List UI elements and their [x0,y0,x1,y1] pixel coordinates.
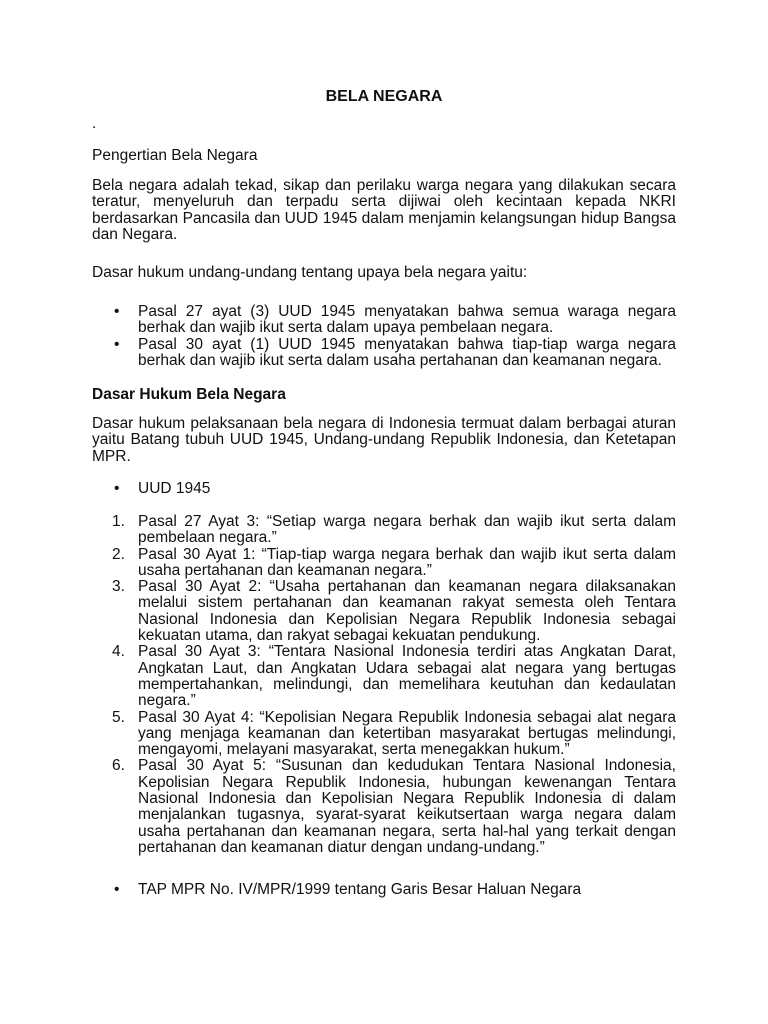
list-item [92,710,676,759]
list-number: 5. [112,708,125,726]
list-number: 3. [112,578,125,596]
list-number: 1. [112,513,125,530]
bullet-icon: • [114,881,120,898]
bullet-list-tap-mpr [92,882,676,898]
list-item-text: Pasal 30 Ayat 5: “Susunan dan kedudukan Tentara Nasional Indonesia, Kepolisian Negara Republik Indonesia, hubungan kewenangan Tentara Nasional Indonesia dan Kepolisian Negara Republik Indonesia di dalam menjalankan tugasnya, syarat-syarat keikutsertaan warga negara dalam usaha pertahanan dan keamanan negara, serta hal-hal yang terkait dengan pertahanan dan keamanan diatur dengan undang-undang.” [138,757,676,856]
list-item [92,481,676,497]
section-heading-dasar-hukum: Dasar Hukum Bela Negara [92,386,286,403]
list-item-text: Pasal 27 Ayat 3: “Setiap warga negara berhak dan wajib ikut serta dalam pembelaan negara.” [138,513,676,547]
list-item-text: Pasal 30 Ayat 2: “Usaha pertahanan dan keamanan negara dilaksanakan melalui sistem pertahanan dan keamanan rakyat semesta oleh Tentara Nasional Indonesia dan Kepolisian Negara Republik Indonesia sebagai kekuatan utama, dan rakyat sebagai kekuatan pendukung. [138,578,676,645]
list-item [92,304,676,337]
list-item-text: UUD 1945 [138,480,211,497]
list-item [92,644,676,709]
list-number: 2. [112,545,125,563]
list-item-text: Pasal 30 ayat (1) UUD 1945 menyatakan bahwa tiap-tiap warga negara berhak dan wajib ikut serta dalam usaha pertahanan dan keamanan negara. [138,335,676,369]
bullet-list-uud [92,481,676,497]
numbered-list-pasal [92,514,676,856]
list-item-text: Pasal 30 Ayat 4: “Kepolisian Negara Republik Indonesia sebagai alat negara yang menjaga keamanan dan ketertiban masyarakat bertugas melindungi, mengayomi, melayani masyarakat, serta menegakkan hukum.” [138,708,676,759]
bullet-icon: • [114,480,120,497]
list-number: 6. [112,757,125,775]
list-item-text: Pasal 27 ayat (3) UUD 1945 menyatakan bahwa semua waraga negara berhak dan wajib ikut serta dalam upaya pembelaan negara. [138,303,676,337]
list-item [92,758,676,856]
list-item [92,514,676,547]
list-item [92,579,676,644]
list-item [92,337,676,370]
bullet-icon: • [114,303,120,320]
stray-dot: . [92,115,97,132]
list-item [92,547,676,580]
page-title: BELA NEGARA [325,88,443,105]
list-item-text: Pasal 30 Ayat 3: “Tentara Nasional Indonesia terdiri atas Angkatan Darat, Angkatan Laut, dan Angkatan Udara sebagai alat negara yang bertugas mempertahankan, melindungi, dan memelihara keutuhan dan kedaulatan negara.” [138,643,676,710]
paragraph-dasar-hukum: Dasar hukum pelaksanaan bela negara di Indonesia termuat dalam berbagai aturan yaitu Batang tubuh UUD 1945, Undang-undang Republik Indonesia, dan Ketetapan MPR. [92,415,676,465]
paragraph-pengertian: Bela negara adalah tekad, sikap dan perilaku warga negara yang dilakukan secara teratur, menyeluruh dan terpadu serta dijiwai oleh kecintaan kepada NKRI berdasarkan Pancasila dan UUD 1945 dalam menjamin kelangsungan hidup Bangsa dan Negara. [92,177,676,243]
list-item [92,882,676,898]
list-number: 4. [112,643,125,661]
bullet-icon: • [114,335,120,353]
section-heading-pengertian: Pengertian Bela Negara [92,147,258,164]
paragraph-dasar-hukum-intro: Dasar hukum undang-undang tentang upaya bela negara yaitu: [92,264,528,281]
list-item-text: Pasal 30 Ayat 1: “Tiap-tiap warga negara berhak dan wajib ikut serta dalam usaha pertahanan dan keamanan negara.” [138,545,676,579]
list-item-text: TAP MPR No. IV/MPR/1999 tentang Garis Besar Haluan Negara [138,881,582,898]
bullet-list-pasal [92,304,676,369]
